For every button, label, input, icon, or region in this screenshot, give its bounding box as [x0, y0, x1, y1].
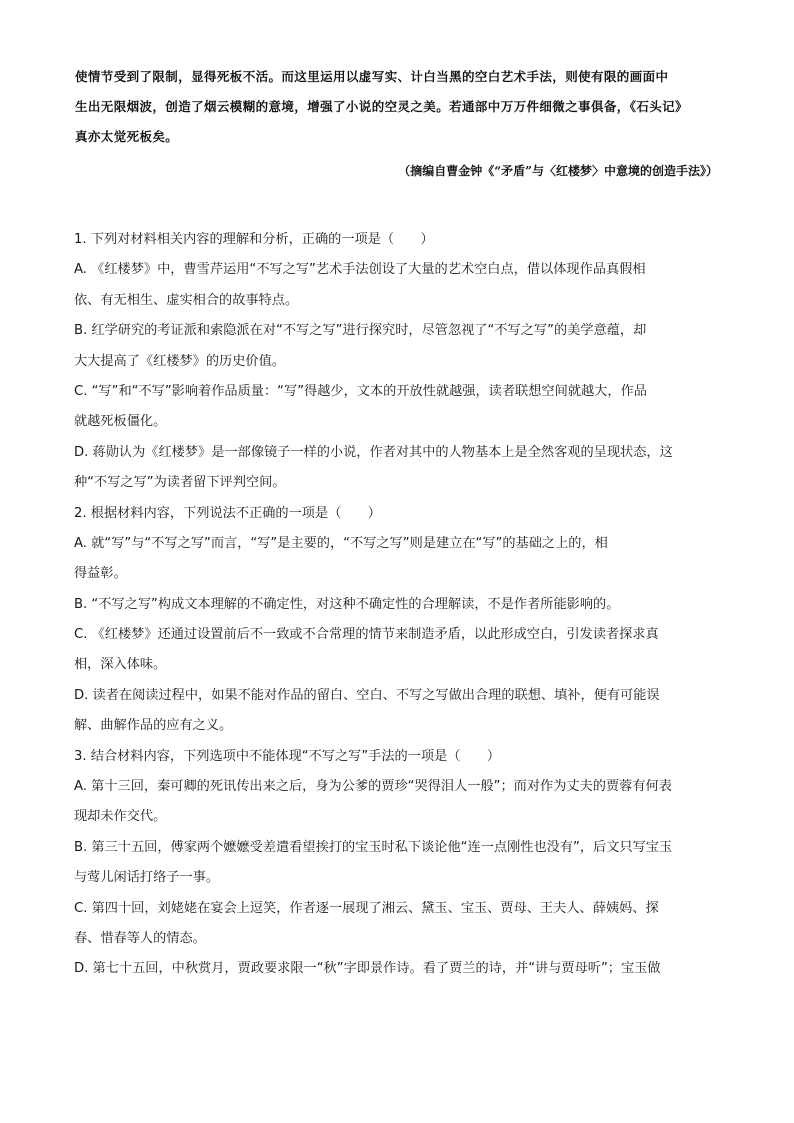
question-1-option-d-cont: 种“不写之写”为读者留下评判空间。 — [74, 475, 286, 491]
question-1-option-c-cont: 就越死板僵化。 — [74, 414, 167, 430]
question-2-option-d: D. 读者在阅读过程中，如果不能对作品的留白、空白、不写之写做出合理的联想、填补，便有可能误 — [74, 687, 660, 703]
passage-line: 使情节受到了限制，显得死板不活。而这里运用以虚写实、计白当黑的空白艺术手法，则使有限的画面中 — [75, 69, 669, 84]
question-1-option-b-cont: 大大提高了《红楼梦》的历史价值。 — [74, 353, 285, 369]
question-1-option-c: C. “写”和“不写”影响着作品质量：“写”得越少，文本的开放性就越强，读者联想空间就越大，作品 — [74, 383, 647, 399]
question-1-stem: 1. 下列对材料相关内容的理解和分析，正确的一项是（ ） — [74, 232, 434, 247]
source-citation: （摘编自曹金钟《“矛盾”与〈红楼梦〉中意境的创造手法》） — [398, 164, 718, 178]
passage-excerpt — [75, 62, 727, 152]
question-2-option-a-cont: 得益彰。 — [74, 566, 127, 582]
question-2-option-b: B. “不写之写”构成文本理解的不确定性，对这种不确定性的合理解读，不是作者所能影响的。 — [74, 596, 620, 612]
question-list — [74, 225, 724, 985]
question-1-option-b: B. 红学研究的考证派和索隐派在对“不写之写”进行探究时，尽管忽视了“不写之写”的美学意蕴，却 — [74, 323, 647, 339]
passage-line: 生出无限烟波，创造了烟云模糊的意境，增强了小说的空灵之美。若通部中万万件细微之事俱备，《石头记》 — [75, 99, 688, 114]
question-2-option-d-cont: 解、曲解作品的应有之义。 — [74, 718, 233, 734]
question-2-option-c-cont: 相，深入体味。 — [74, 657, 167, 673]
question-3-option-b: B. 第三十五回，傅家两个嬷嬷受差遣看望挨打的宝玉时私下谈论他“连一点刚性也没有”，后文只写宝玉 — [74, 839, 673, 855]
question-3-option-a-cont: 现却未作交代。 — [74, 809, 167, 825]
question-3-option-c: C. 第四十回，刘姥姥在宴会上逗笑，作者逐一展现了湘云、黛玉、宝玉、贾母、王夫人、薛姨妈、探 — [74, 900, 659, 916]
question-3-stem: 3. 结合材料内容，下列选项中不能体现“不写之写”手法的一项是（ ） — [74, 748, 501, 764]
question-2-option-c: C. 《红楼梦》还通过设置前后不一致或不合常理的情节来制造矛盾，以此形成空白，引发读者探求真 — [74, 627, 659, 643]
question-1-option-a: A. 《红楼梦》中，曹雪芹运用“不写之写”艺术手法创设了大量的艺术空白点，借以体现作品真假相 — [74, 262, 646, 278]
question-1-option-d: D. 蒋勋认为《红楼梦》是一部像镜子一样的小说，作者对其中的人物基本上是全然客观的呈现状态，这 — [74, 444, 673, 460]
passage-line: 真亦太觉死板矣。 — [75, 129, 179, 144]
question-2-stem: 2. 根据材料内容，下列说法不正确的一项是（ ） — [74, 505, 381, 521]
question-2-option-a: A. 就“写”与“不写之写”而言，“写”是主要的，“不写之写”则是建立在“写”的基础之上的，相 — [74, 535, 608, 551]
question-3-option-a: A. 第十三回，秦可卿的死讯传出来之后，身为公爹的贾珍“哭得泪人一般”；而对作为丈夫的贾蓉有何表 — [74, 779, 672, 795]
question-3-option-d: D. 第七十五回，中秋赏月，贾政要求限一“秋”字即景作诗。看了贾兰的诗，并“讲与贾母听”；宝玉做 — [74, 961, 661, 977]
question-1-option-a-cont: 依、有无相生、虚实相合的故事特点。 — [74, 292, 299, 308]
question-3-option-c-cont: 春、惜春等人的情态。 — [74, 930, 206, 946]
question-3-option-b-cont: 与莺儿闲话打络子一事。 — [74, 870, 220, 886]
